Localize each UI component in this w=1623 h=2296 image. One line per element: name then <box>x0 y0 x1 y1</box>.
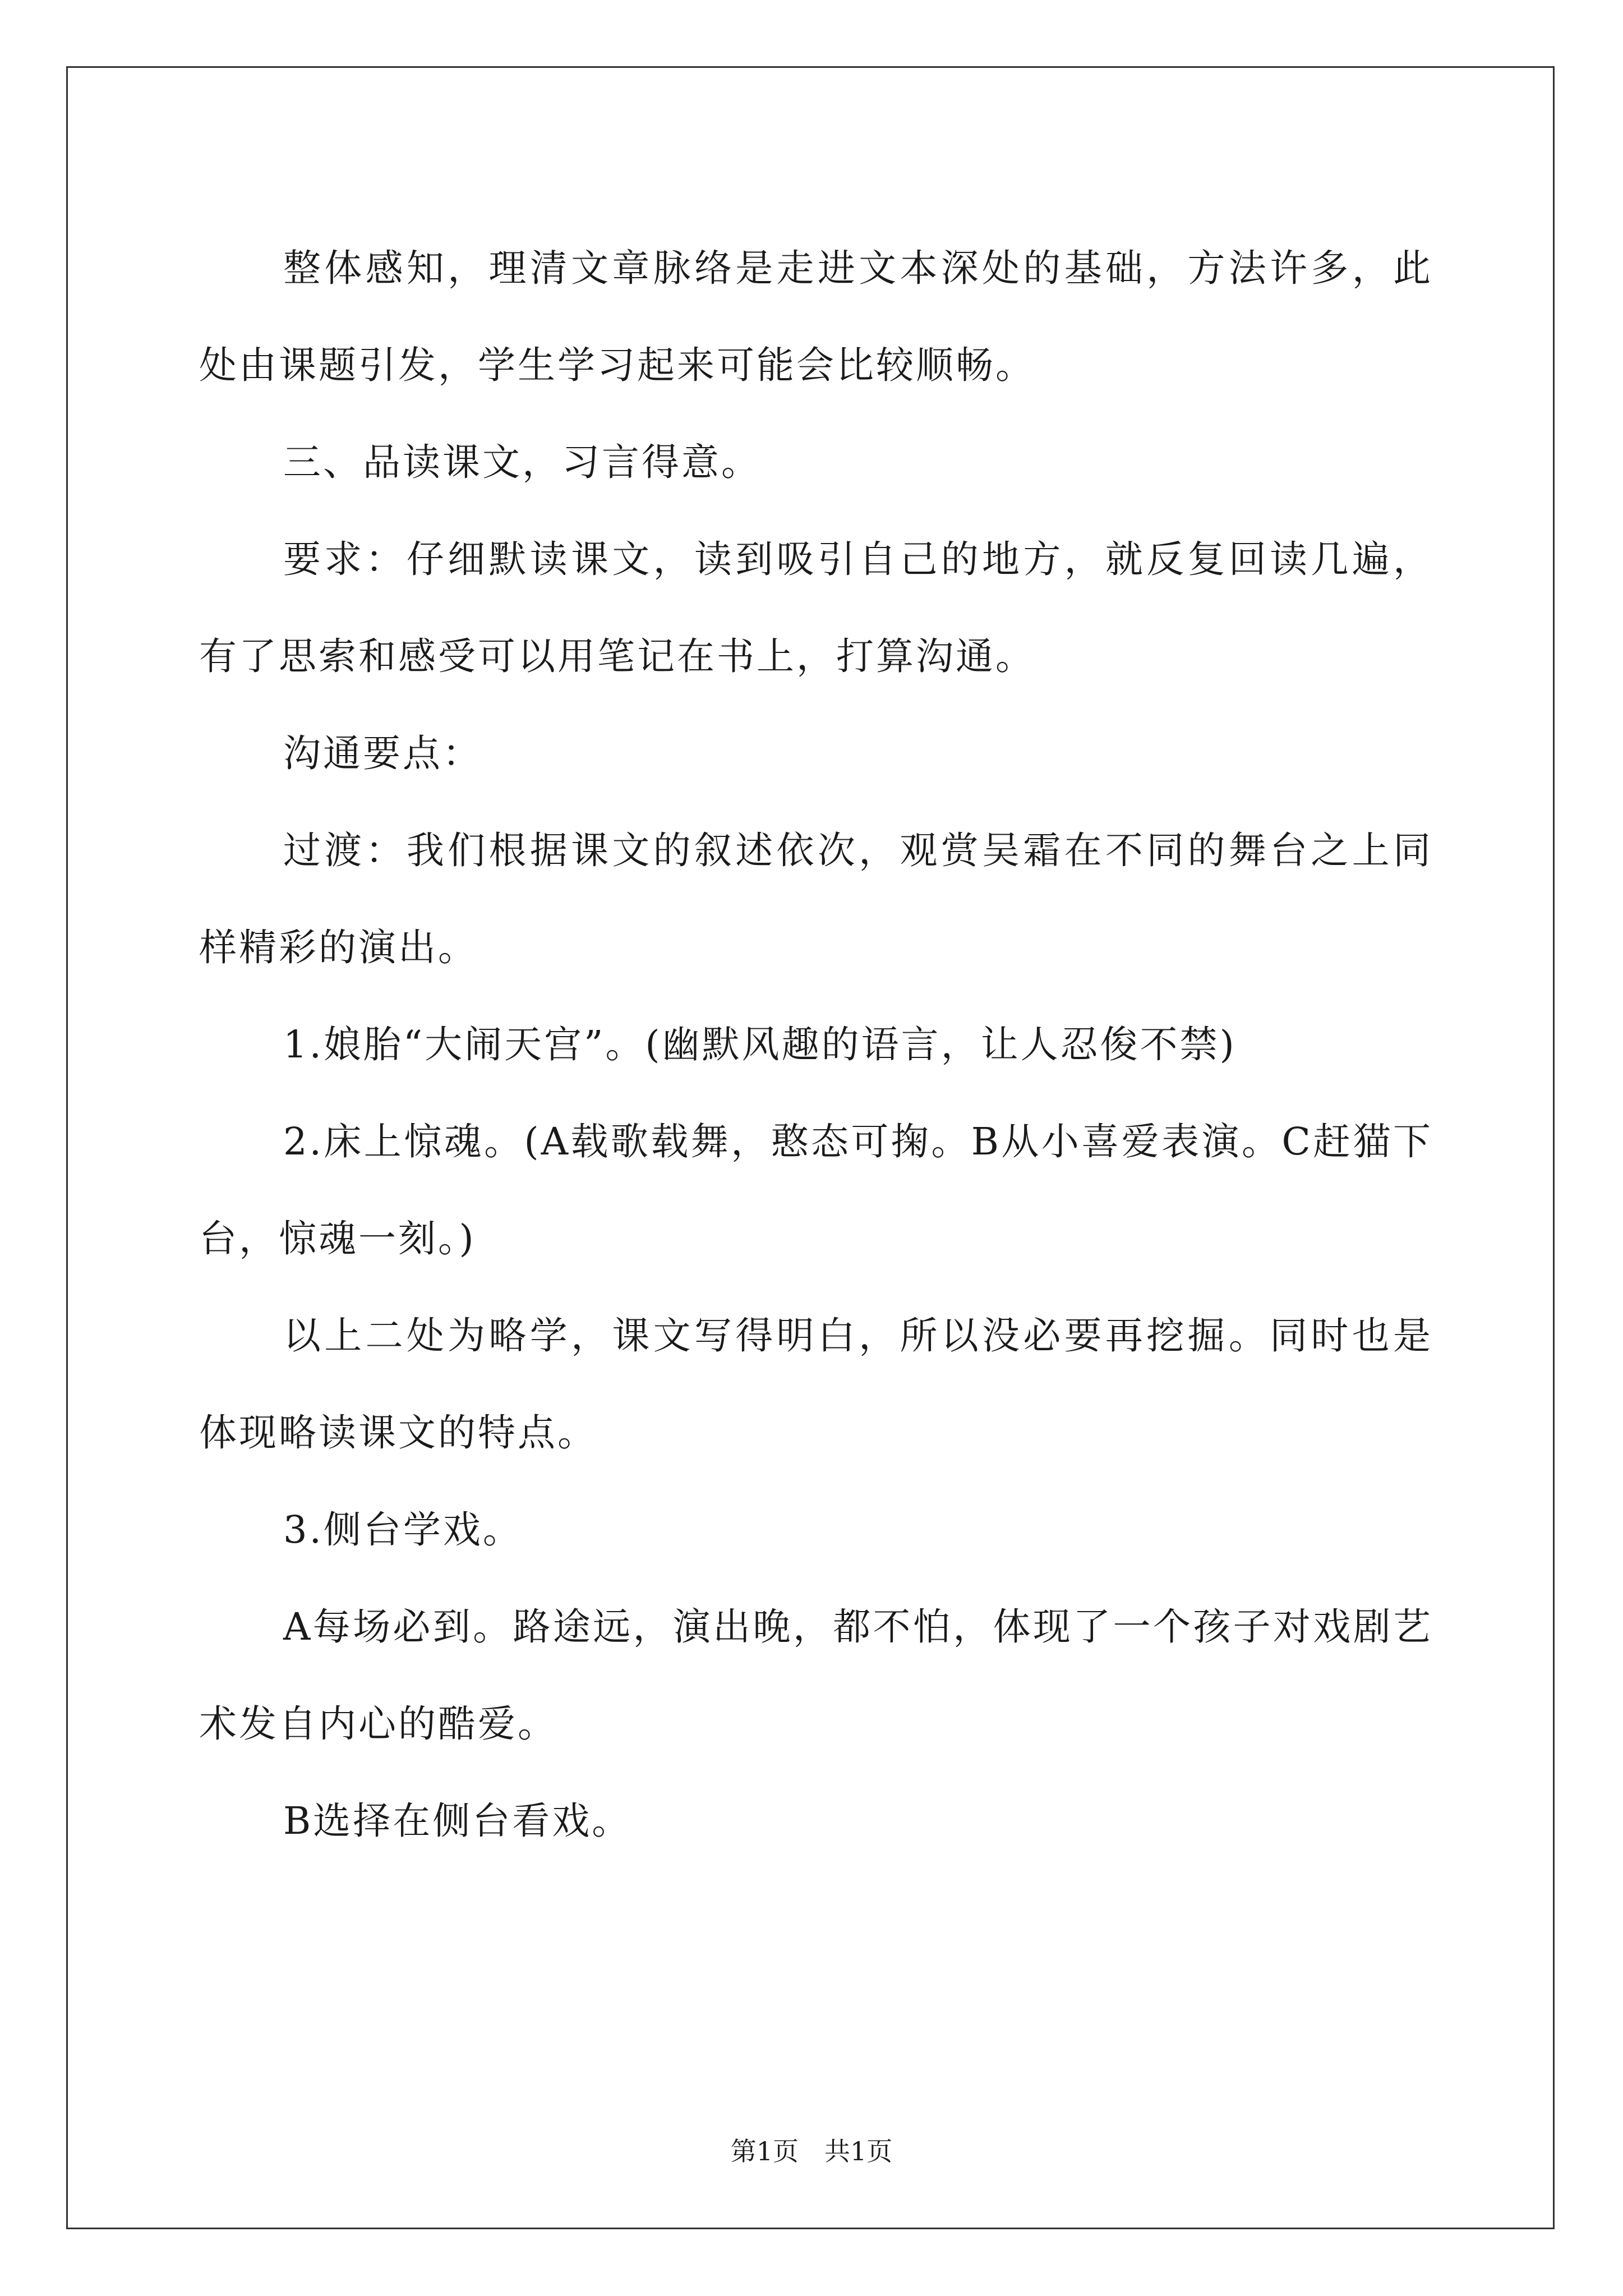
paragraph: 过渡：我们根据课文的叙述依次，观赏吴霜在不同的舞台之上同样精彩的演出。 <box>199 829 1433 969</box>
paragraph: A每场必到。路途远，演出晚，都不怕，体现了一个孩子对戏剧艺术发自内心的酷爱。 <box>199 1605 1433 1746</box>
page-footer <box>0 2134 1623 2168</box>
list-item: 1.娘胎“大闹天宫”。(幽默风趣的语言，让人忍俊不禁) <box>283 1023 1237 1066</box>
list-item: 2.床上惊魂。(A载歌载舞，憨态可掬。B从小喜爱表演。C赶猫下台，惊魂一刻。) <box>199 1120 1433 1260</box>
section-heading: 三、品读课文，习言得意。 <box>283 440 761 484</box>
paragraph: 以上二处为略学，课文写得明白，所以没必要再挖掘。同时也是体现略读课文的特点。 <box>199 1314 1433 1455</box>
paragraph: 沟通要点： <box>283 731 482 775</box>
paragraph: 要求：仔细默读课文，读到吸引自己的地方，就反复回读几遍，有了思索和感受可以用笔记在书上，打算沟通。 <box>199 537 1433 678</box>
page-number-total: 共1页 <box>824 2136 893 2166</box>
document-body <box>199 220 1433 1870</box>
paragraph: B选择在侧台看戏。 <box>283 1799 632 1843</box>
paragraph: 整体感知，理清文章脉络是走进文本深处的基础，方法许多，此处由课题引发，学生学习起来可能会比较顺畅。 <box>199 246 1433 387</box>
list-item: 3.侧台学戏。 <box>283 1508 523 1552</box>
page-number-current: 第1页 <box>730 2136 799 2166</box>
